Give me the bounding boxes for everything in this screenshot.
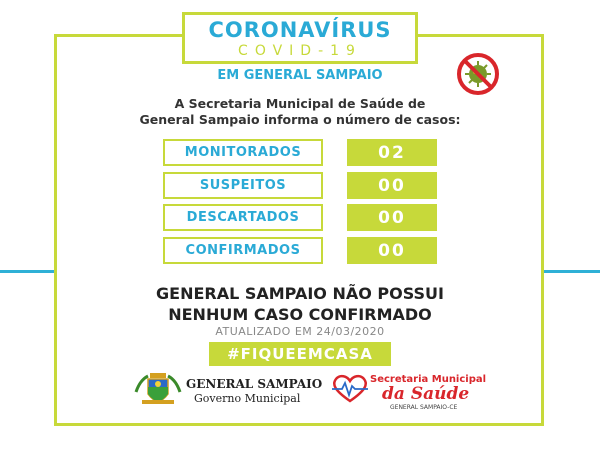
department-line-3: GENERAL SAMPAIO-CE xyxy=(390,404,458,411)
updated-date: ATUALIZADO EM 24/03/2020 xyxy=(215,325,385,338)
page-subtitle: COVID-19 xyxy=(238,43,362,59)
government-logo xyxy=(134,370,329,410)
case-label: DESCARTADOS xyxy=(163,204,323,231)
case-count: 00 xyxy=(347,204,437,231)
location-label: EM GENERAL SAMPAIO xyxy=(217,68,383,83)
intro-line-1: A Secretaria Municipal de Saúde de xyxy=(174,96,426,111)
title-box xyxy=(182,12,418,64)
municipal-crest-icon xyxy=(134,370,182,410)
page-title: CORONAVÍRUS xyxy=(208,18,392,42)
health-department-logo xyxy=(330,372,487,412)
statement-line-1: GENERAL SAMPAIO NÃO POSSUI xyxy=(156,284,444,303)
case-row-monitorados xyxy=(163,139,437,166)
case-row-descartados xyxy=(163,204,437,231)
case-count: 00 xyxy=(347,237,437,264)
intro-line-2: General Sampaio informa o número de casos: xyxy=(139,112,461,127)
government-name: GENERAL SAMPAIO xyxy=(186,377,323,391)
government-subtitle: Governo Municipal xyxy=(194,392,301,405)
statement-line-2: NENHUM CASO CONFIRMADO xyxy=(168,305,432,324)
case-label: MONITORADOS xyxy=(163,139,323,166)
intro-text xyxy=(0,96,600,128)
case-label: CONFIRMADOS xyxy=(163,237,323,264)
case-label: SUSPEITOS xyxy=(163,172,323,199)
case-count: 00 xyxy=(347,172,437,199)
department-line-1: Secretaria Municipal xyxy=(370,374,487,385)
case-row-suspeitos xyxy=(163,172,437,199)
case-count: 02 xyxy=(347,139,437,166)
heart-pulse-icon xyxy=(330,374,370,404)
status-statement xyxy=(0,283,600,325)
department-line-2: da Saúde xyxy=(382,384,470,404)
no-virus-icon xyxy=(456,52,500,96)
case-row-confirmados xyxy=(163,237,437,264)
hashtag-badge: #FIQUEEMCASA xyxy=(209,342,391,366)
